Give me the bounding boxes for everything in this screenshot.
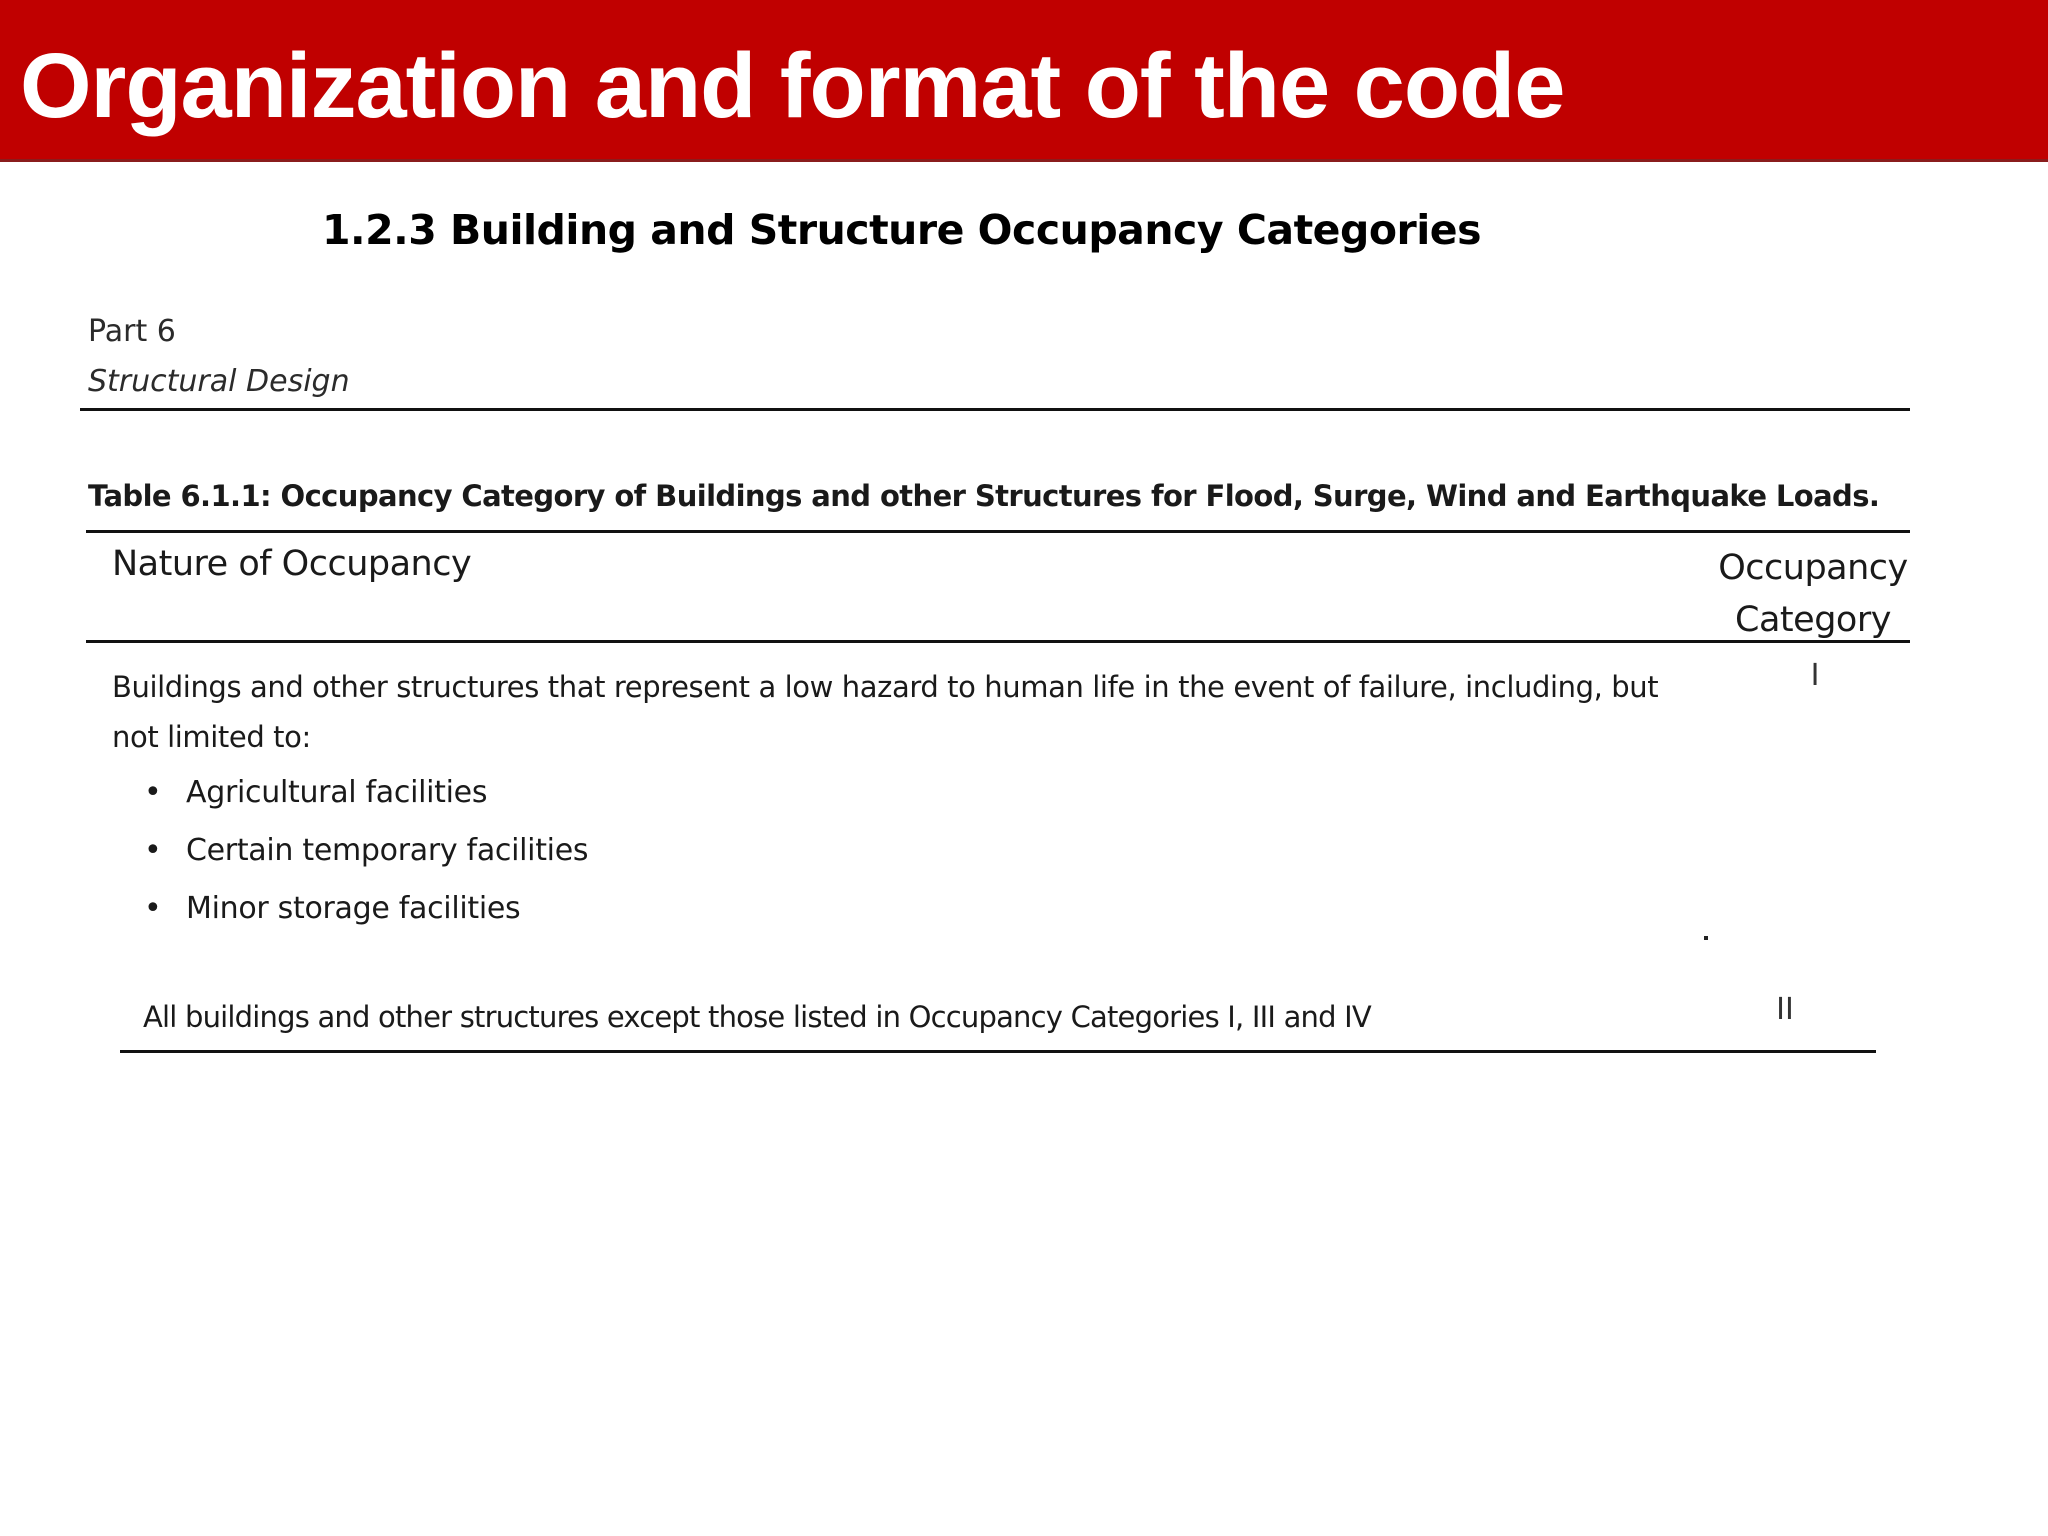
- list-item-text: Certain temporary facilities: [186, 833, 589, 868]
- section-heading: 1.2.3 Building and Structure Occupancy Categories: [322, 206, 1481, 254]
- header-rule: [80, 408, 1910, 411]
- part-label: Part 6: [88, 314, 176, 349]
- part-subtitle: Structural Design: [88, 364, 350, 399]
- bullet-icon: •: [144, 891, 162, 926]
- scan-speck: [1704, 936, 1708, 940]
- row-1-bullet-list: [112, 768, 588, 942]
- column-header-category-line2: Category: [1735, 600, 1891, 640]
- row-2-category: II: [1776, 992, 1794, 1027]
- bullet-icon: •: [144, 833, 162, 868]
- column-header-nature: Nature of Occupancy: [112, 544, 472, 584]
- table-bottom-rule: [120, 1050, 1876, 1053]
- row-1-category: I: [1810, 658, 1820, 693]
- list-item: [112, 768, 588, 826]
- list-item-text: Agricultural facilities: [186, 775, 488, 810]
- row-1-description: Buildings and other structures that represent a low hazard to human life in the event of failure, including, but not limited to:: [112, 670, 1659, 754]
- bullet-icon: •: [144, 775, 162, 810]
- list-item: [112, 826, 588, 884]
- list-item: [112, 884, 588, 942]
- row-2-description: All buildings and other structures except those listed in Occupancy Categories I, III and IV: [143, 1000, 1371, 1034]
- column-header-category-line1: Occupancy: [1718, 548, 1908, 588]
- list-item-text: Minor storage facilities: [186, 891, 521, 926]
- table-caption: Table 6.1.1: Occupancy Category of Buildings and other Structures for Flood, Surge, Wind and Earthquake Loads.: [88, 479, 1880, 513]
- table-top-rule: [86, 530, 1910, 533]
- column-header-category: [1708, 542, 1918, 646]
- slide-title: Organization and format of the code: [20, 35, 1565, 137]
- table-header-rule: [86, 640, 1910, 643]
